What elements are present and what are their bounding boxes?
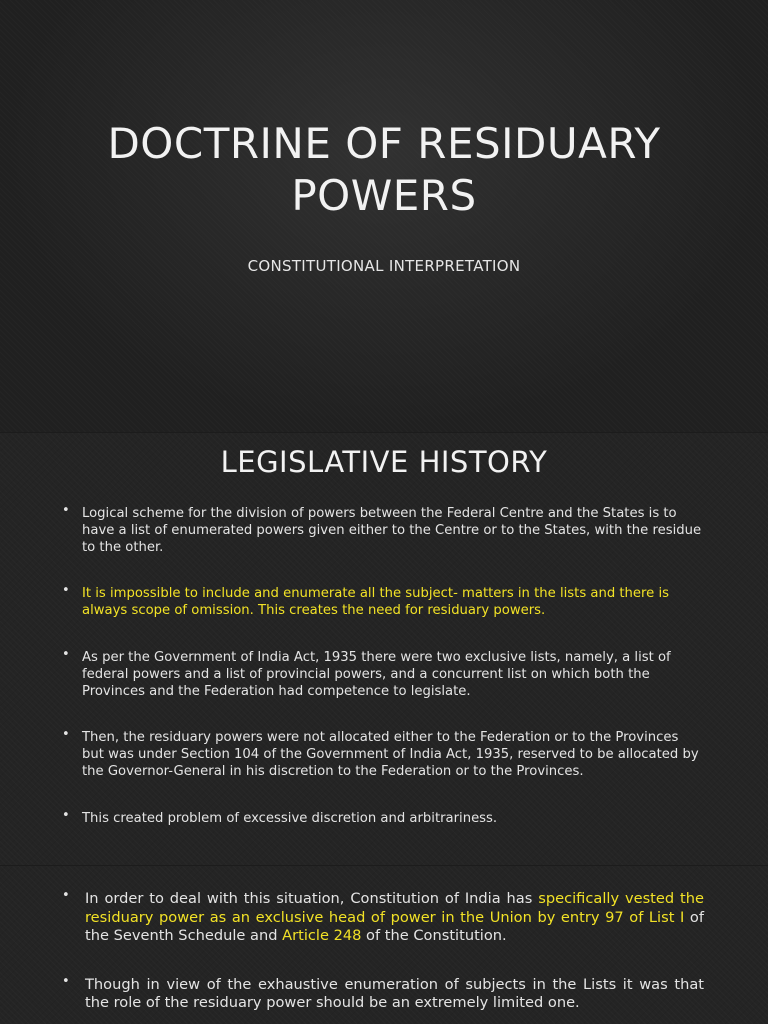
bullet-icon: • xyxy=(62,888,70,903)
title-line-1: DOCTRINE OF RESIDUARY xyxy=(107,119,661,168)
bullet-list xyxy=(62,890,704,1024)
title-line-2: POWERS xyxy=(291,171,477,220)
slide-title: LEGISLATIVE HISTORY xyxy=(220,445,548,479)
bullet-icon: • xyxy=(62,583,70,599)
bullet-item xyxy=(62,727,704,780)
presentation-subtitle: CONSTITUTIONAL INTERPRETATION xyxy=(247,257,521,275)
bullet-item xyxy=(62,973,704,1013)
bullet-text: Logical scheme for the division of powers between the Federal Centre and the States is to have a list of enumerated powers given either to the Centre or to the States, with the residue to the other. xyxy=(82,506,702,555)
residuary-power-slide xyxy=(0,866,768,1024)
bullet-text: As per the Government of India Act, 1935 there were two exclusive lists, namely, a list of federal powers and a list of provincial powers, and a concurrent list on which both the Provinces and the Federation had competence to legislate. xyxy=(82,649,671,699)
bullet-text: Though in view of the exhaustive enumeration of subjects in the Lists it was that the role of the residuary power should be an extremely limited one. xyxy=(85,975,704,1011)
bullet-item xyxy=(62,646,704,700)
bullet-text-part: of the Seventh Schedule and xyxy=(85,908,704,944)
presentation-title xyxy=(40,118,728,222)
highlighted-text: Article 248 xyxy=(282,927,362,944)
bullet-item xyxy=(62,503,704,556)
bullet-text-part: In order to deal with this situation, Constitution of India has xyxy=(85,890,539,907)
bullet-item-highlighted xyxy=(62,583,704,620)
bullet-icon: • xyxy=(62,807,70,823)
bullet-text: This created problem of excessive discretion and arbitrariness. xyxy=(82,810,498,826)
bullet-item xyxy=(62,807,704,828)
bullet-icon: • xyxy=(62,503,70,518)
legislative-history-slide xyxy=(0,433,768,865)
bullet-text: It is impossible to include and enumerate all the subject- matters in the lists and there is always scope of omission. This creates the need for residuary powers. xyxy=(82,586,669,619)
bullet-list xyxy=(62,503,704,858)
bullet-icon: • xyxy=(62,646,70,662)
bullet-icon: • xyxy=(62,973,70,989)
bullet-text: Then, the residuary powers were not allocated either to the Federation or to the Provinces but was under Section 104 of the Government of India Act, 1935, reserved to be allocated by the Governor-General in his discretion to the Federation or to the Provinces. xyxy=(82,730,699,779)
bullet-item xyxy=(62,890,704,946)
bullet-icon: • xyxy=(62,727,70,743)
highlighted-text: specifically vested the residuary power as an exclusive head of power in the Union by entry 97 of List I xyxy=(85,890,704,926)
bullet-text-part: of the Constitution. xyxy=(361,927,507,944)
title-slide xyxy=(0,0,768,432)
